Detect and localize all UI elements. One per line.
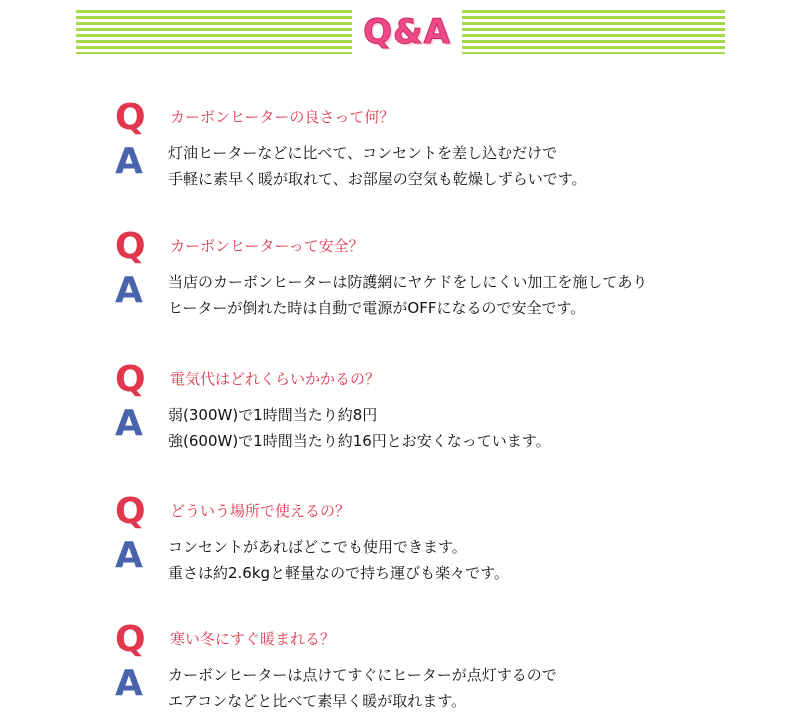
answer-line: コンセントがあればどこでも使用できます。 [168,538,467,556]
a-letter: A [115,535,143,576]
question-text: どういう場所で使えるの？ [170,502,351,520]
answer-text [168,662,557,714]
question-text: 寒い冬にすぐ暖まれる？ [170,630,336,648]
answer-line: 強(600W)で1時間当たり約16円とお安くなっています。 [168,432,551,450]
answer-line: カーボンヒーターは点けてすぐにヒーターが点灯するので [168,666,557,684]
q-letter: Q [115,619,146,660]
answer-line: ヒーターが倒れた時は自動で電源がOFFになるので安全です。 [168,299,586,317]
answer-text [168,402,551,454]
a-letter: A [115,141,143,182]
q-letter: Q [115,491,146,532]
answer-line: 弱(300W)で1時間当たり約8円 [168,406,378,424]
q-letter: Q [115,97,146,138]
title-box [352,10,462,54]
a-letter: A [115,663,143,704]
page-title: Q&A [363,12,451,52]
question-text: 電気代はどれくらいかかるの？ [170,370,381,388]
answer-text [168,269,647,321]
answer-line: 当店のカーボンヒーターは防護網にヤケドをしにくい加工を施してあり [168,273,648,291]
answer-line: 灯油ヒーターなどに比べて、コンセントを差し込むだけで [168,144,558,162]
question-text: カーボンヒーターって安全？ [170,237,364,255]
a-letter: A [115,403,143,444]
a-letter: A [115,270,143,311]
q-letter: Q [115,226,146,267]
q-letter: Q [115,359,146,400]
answer-line: エアコンなどと比べて素早く暖が取れます。 [168,692,467,710]
answer-text [168,140,587,192]
answer-line: 重さは約2.6kgと軽量なので持ち運びも楽々です。 [168,564,509,582]
answer-line: 手軽に素早く暖が取れて、お部屋の空気も乾燥しずらいです。 [168,170,587,188]
question-text: カーボンヒーターの良さって何？ [170,108,395,126]
answer-text [168,534,509,586]
